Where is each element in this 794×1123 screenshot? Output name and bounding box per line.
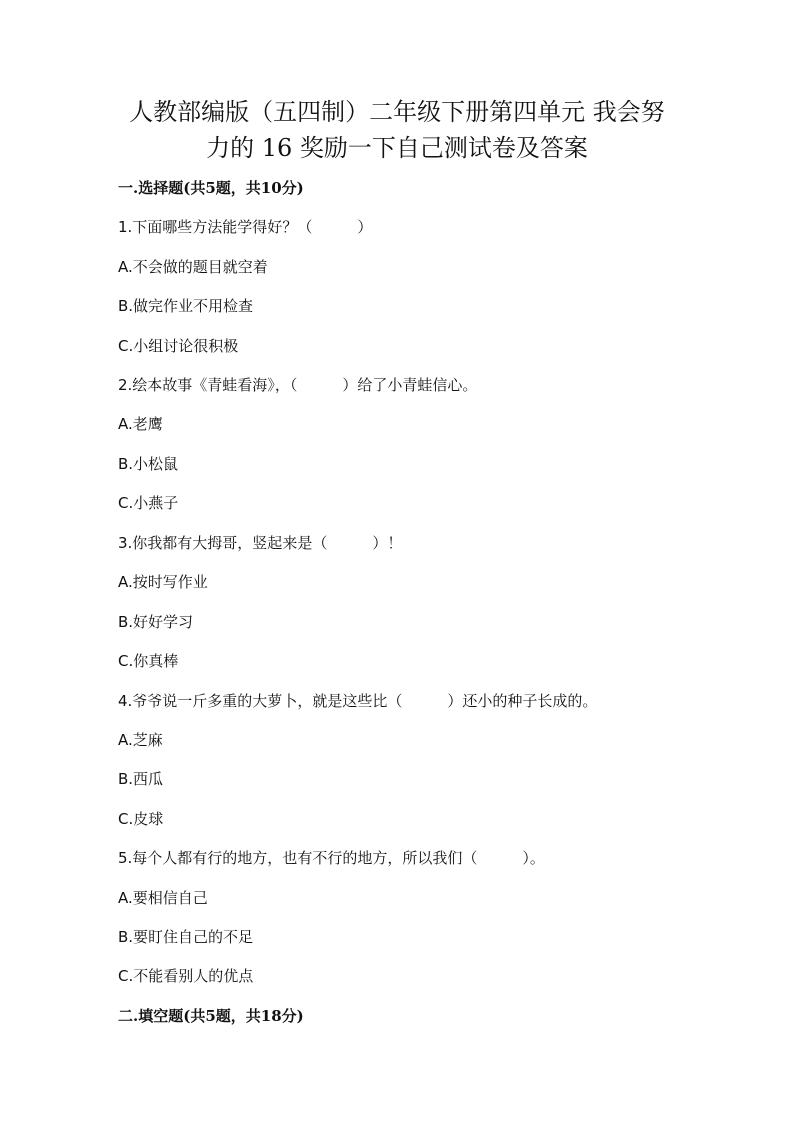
question-5-option-c: C.不能看别人的优点 (118, 967, 254, 985)
title-line-1: 人教部编版（五四制）二年级下册第四单元 我会努 (129, 98, 665, 126)
question-1-option-c: C.小组讨论很积极 (118, 337, 239, 355)
question-3-stem: 3.你我都有大拇哥，竖起来是（ ）！ (118, 534, 403, 552)
question-3-option-c: C.你真棒 (118, 652, 179, 670)
question-2-option-c: C.小燕子 (118, 494, 179, 512)
question-2-option-a: A.老鹰 (118, 415, 163, 433)
title-line-2: 力的 16 奖励一下自己测试卷及答案 (206, 134, 588, 162)
question-1-option-b: B.做完作业不用检查 (118, 297, 254, 315)
question-5-option-a: A.要相信自己 (118, 889, 208, 907)
question-5-stem: 5.每个人都有行的地方，也有不行的地方，所以我们（ ）。 (118, 849, 545, 867)
question-4-option-c: C.皮球 (118, 810, 164, 828)
question-2-option-b: B.小松鼠 (118, 455, 179, 473)
question-4-option-b: B.西瓜 (118, 770, 164, 788)
question-2-stem: 2.绘本故事《青蛙看海》，（ ）给了小青蛙信心。 (118, 376, 478, 394)
question-3-option-a: A.按时写作业 (118, 573, 208, 591)
question-4-stem: 4.爷爷说一斤多重的大萝卜，就是这些比（ ）还小的种子长成的。 (118, 692, 598, 710)
section-heading-fill-in: 二.填空题(共5题，共18分) (118, 1007, 304, 1025)
question-4-option-a: A.芝麻 (118, 731, 163, 749)
section-heading-choice: 一.选择题(共5题，共10分) (118, 179, 304, 197)
document-title (100, 94, 694, 166)
question-5-option-b: B.要盯住自己的不足 (118, 928, 254, 946)
question-3-option-b: B.好好学习 (118, 613, 194, 631)
question-1-stem: 1.下面哪些方法能学得好？（ ） (118, 218, 373, 236)
question-1-option-a: A.不会做的题目就空着 (118, 258, 268, 276)
